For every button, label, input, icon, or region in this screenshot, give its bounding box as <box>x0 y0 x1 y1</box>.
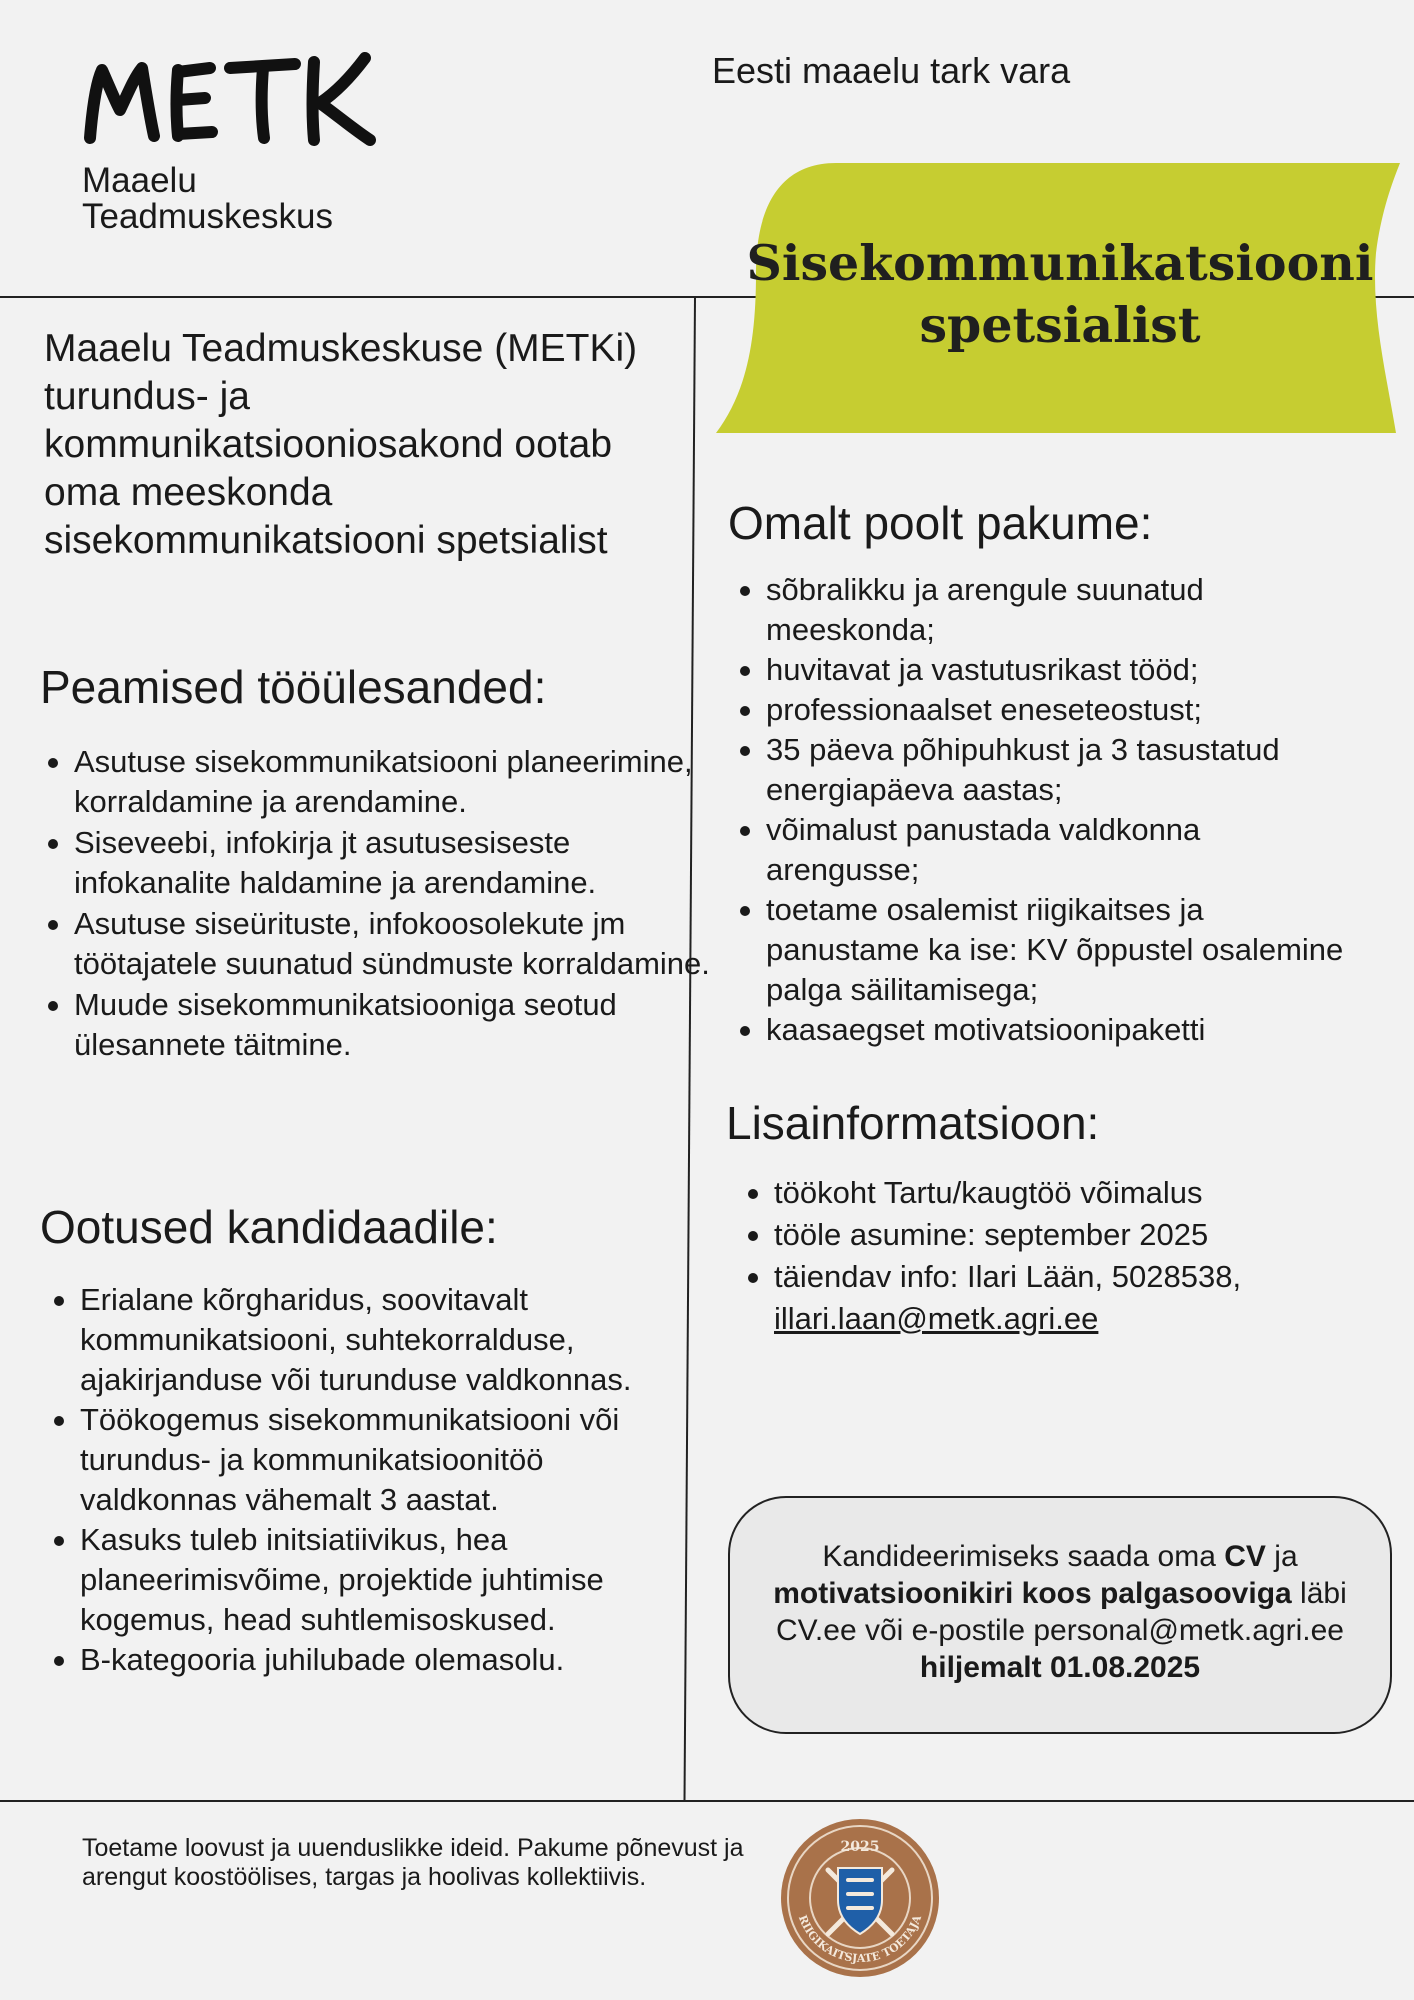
apply-text-part3: läbi CV.ee või e-postile personal@metk.agri.ee <box>776 1577 1347 1647</box>
list-item: töökoht Tartu/kaugtöö võimalus <box>742 1172 1362 1214</box>
seal-year: 2025 <box>840 1839 880 1855</box>
tasks-list <box>42 742 710 1066</box>
tasks-heading: Peamised tööülesanded: <box>40 661 547 713</box>
list-item: Asutuse siseürituste, infokoosolekute jm töötajatele suunatud sündmuste korraldamine. <box>42 904 710 984</box>
list-item: Siseveebi, infokirja jt asutusesiseste infokanalite haldamine ja arendamine. <box>42 823 710 903</box>
list-item: Kasuks tuleb initsiatiivikus, hea planeerimisvõime, projektide juhtimise kogemus, head suhtlemisoskused. <box>48 1520 688 1640</box>
seal-text: RIIGIKAITSJATE TOETAJA <box>795 1913 925 1966</box>
apply-letter: motivatsioonikiri koos palgasooviga <box>773 1577 1292 1610</box>
info-heading: Lisainformatsioon: <box>726 1097 1100 1149</box>
metk-logo <box>80 48 380 158</box>
offer-heading: Omalt poolt pakume: <box>728 497 1153 549</box>
footer-text: Toetame loovust ja uuenduslikke ideid. Pakume põnevust ja arengut koostöölises, targas ja hoolivas kollektiivis. <box>82 1834 744 1891</box>
contact-info: täiendav info: Ilari Lään, 5028538, <box>774 1259 1242 1294</box>
list-item: sõbralikku ja arengule suunatud meeskonda; <box>734 570 1354 650</box>
list-item: huvitavat ja vastutusrikast tööd; <box>734 650 1354 690</box>
list-item: B-kategooria juhilubade olemasolu. <box>48 1640 688 1680</box>
apply-text-part1: Kandideerimiseks saada oma <box>822 1540 1225 1573</box>
list-item: toetame osalemist riigikaitses ja panustame ka ise: KV õppustel osalemine palga säilitamisega; <box>734 890 1354 1010</box>
expectations-heading: Ootused kandidaadile: <box>40 1201 498 1253</box>
apply-cv: CV <box>1224 1540 1266 1573</box>
list-item: professionaalset eneseteostust; <box>734 690 1354 730</box>
apply-text-part2: ja <box>1265 1540 1298 1573</box>
offer-list <box>734 570 1354 1050</box>
list-item: 35 päeva põhipuhkust ja 3 tasustatud energiapäeva aastas; <box>734 730 1354 810</box>
divider-bottom <box>0 1800 1414 1802</box>
logo-subtitle-line1: Maaelu <box>82 161 197 200</box>
expectations-list <box>48 1280 688 1680</box>
list-item: võimalust panustada valdkonna arengusse; <box>734 810 1354 890</box>
list-item: Erialane kõrgharidus, soovitavalt kommunikatsiooni, suhtekorralduse, ajakirjanduse või turunduse valdkonnas. <box>48 1280 688 1400</box>
list-item: Asutuse sisekommunikatsiooni planeerimine, korraldamine ja arendamine. <box>42 742 710 822</box>
apply-deadline: hiljemalt 01.08.2025 <box>919 1651 1201 1684</box>
job-title-line2: spetsialist <box>919 296 1201 354</box>
job-title <box>730 232 1390 356</box>
list-item: tööle asumine: september 2025 <box>742 1214 1362 1256</box>
list-item <box>742 1256 1362 1340</box>
list-item: kaasaegset motivatsioonipaketti <box>734 1010 1354 1050</box>
tagline: Eesti maaelu tark vara <box>712 50 1071 91</box>
info-list <box>742 1172 1362 1340</box>
job-title-line1: Sisekommunikatsiooni <box>746 234 1374 292</box>
intro-text: Maaelu Teadmuskeskuse (METKi) turundus- ja kommunikatsiooniosakond ootab oma meeskonda sisekommunikatsiooni spetsialist <box>44 327 638 562</box>
riigikaitsjate-toetaja-seal <box>780 1818 940 1978</box>
logo-subtitle <box>82 163 333 235</box>
contact-email-link[interactable]: illari.laan@metk.agri.ee <box>774 1301 1099 1336</box>
list-item: Muude sisekommunikatsiooniga seotud ülesannete täitmine. <box>42 985 710 1065</box>
list-item: Töökogemus sisekommunikatsiooni või turundus- ja kommunikatsioonitöö valdkonnas vähemalt 3 aastat. <box>48 1400 688 1520</box>
application-text <box>740 1538 1380 1686</box>
logo-subtitle-line2: Teadmuskeskus <box>82 197 333 236</box>
